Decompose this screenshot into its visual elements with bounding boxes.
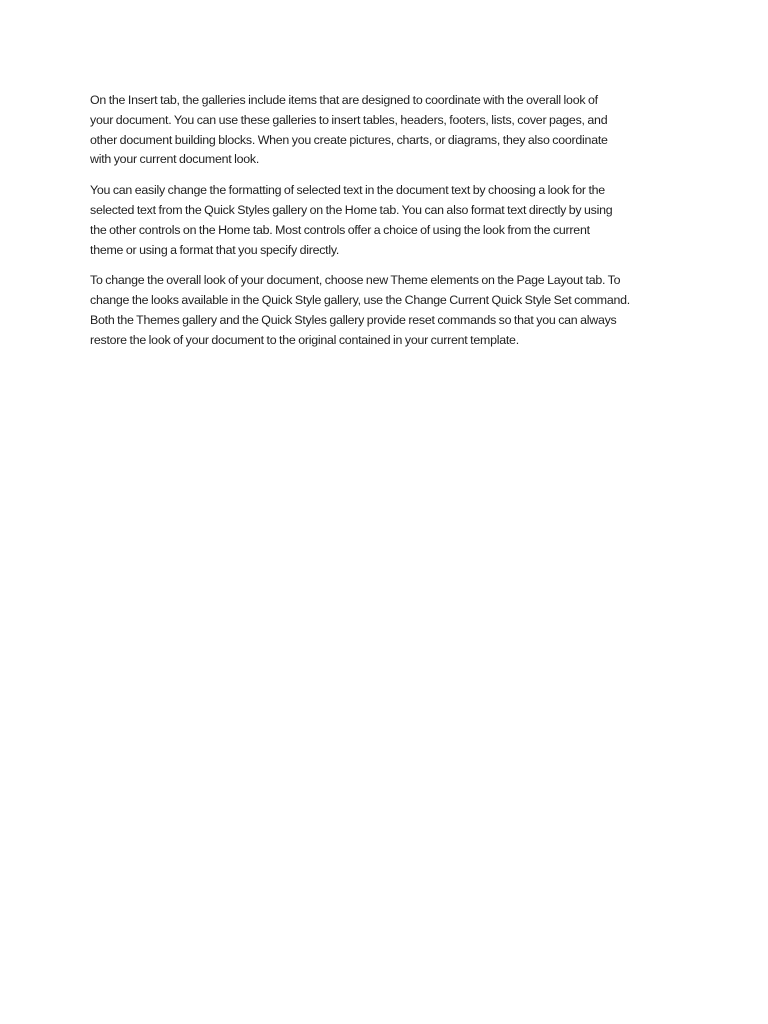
text-line: You can easily change the formatting of selected text in the document text by choosing a look for the: [90, 183, 605, 198]
text-line: restore the look of your document to the original contained in your current template.: [90, 332, 519, 347]
document-body[interactable]: [90, 91, 680, 362]
text-line: To change the overall look of your document, choose new Theme elements on the Page Layout tab. To: [90, 273, 621, 288]
text-line: the other controls on the Home tab. Most controls offer a choice of using the look from the current: [90, 222, 590, 237]
paragraph-1[interactable]: [90, 91, 680, 170]
text-line: theme or using a format that you specify directly.: [90, 242, 340, 257]
paragraph-3[interactable]: [90, 271, 680, 350]
text-line: your document. You can use these galleries to insert tables, headers, footers, lists, cover pages, and: [90, 112, 608, 127]
text-line: selected text from the Quick Styles gallery on the Home tab. You can also format text directly by using: [90, 202, 613, 217]
text-line: other document building blocks. When you create pictures, charts, or diagrams, they also coordinate: [90, 132, 608, 147]
text-line: Both the Themes gallery and the Quick Styles gallery provide reset commands so that you can always: [90, 312, 617, 327]
text-line: with your current document look.: [90, 152, 260, 167]
paragraph-2[interactable]: [90, 181, 680, 260]
text-line: change the looks available in the Quick Style gallery, use the Change Current Quick Style Set command.: [90, 293, 630, 308]
text-line: On the Insert tab, the galleries include items that are designed to coordinate with the overall look of: [90, 93, 598, 107]
